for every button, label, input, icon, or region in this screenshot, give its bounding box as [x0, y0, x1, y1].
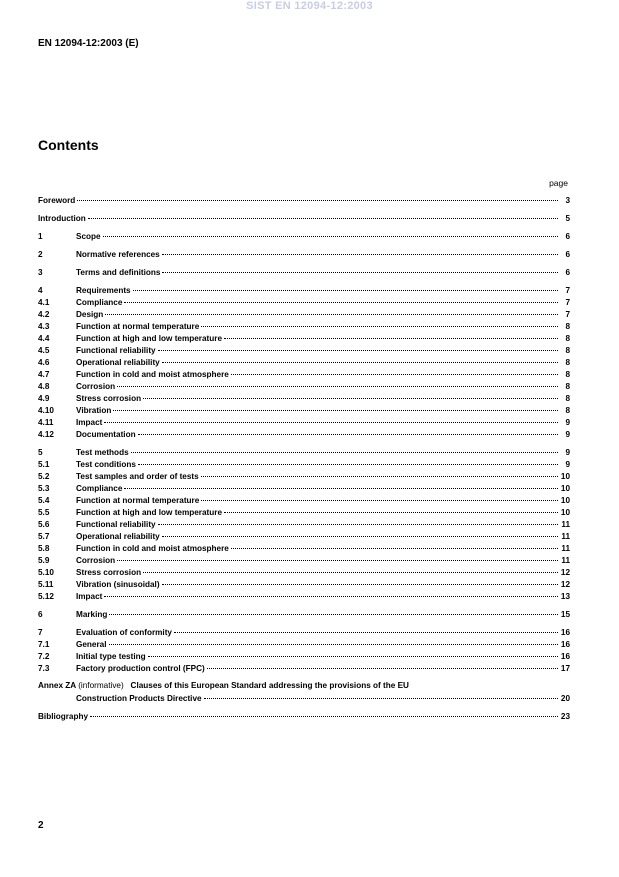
toc-entry-page: 9	[565, 430, 570, 439]
leader-dots	[133, 282, 558, 291]
leader-dots	[143, 390, 558, 399]
leader-dots	[231, 540, 558, 549]
toc-entry-page: 13	[560, 592, 570, 601]
leader-dots	[201, 492, 558, 501]
toc-entry-title: Test samples and order of tests	[76, 472, 199, 481]
toc-entry-number: 4.1	[38, 298, 50, 307]
leader-dots	[117, 378, 558, 387]
toc-entry-number: 5.11	[38, 580, 54, 589]
leader-dots	[131, 444, 558, 453]
toc-entry-page: 11	[561, 544, 570, 553]
toc-entry-page: 3	[565, 196, 570, 205]
toc-entry-title: Functional reliability	[76, 346, 156, 355]
toc-entry-title: Documentation	[76, 430, 136, 439]
toc-entry-page: 8	[565, 370, 570, 379]
toc-entry-page: 11	[561, 532, 570, 541]
toc-entry-title: Function in cold and moist atmosphere	[76, 544, 229, 553]
toc-entry-number: 4.11	[38, 418, 54, 427]
toc-entry-number: 3	[38, 268, 43, 277]
leader-dots	[113, 402, 558, 411]
toc-entry-number: 7.2	[38, 652, 50, 661]
toc-entry-page: 8	[565, 394, 570, 403]
leader-dots	[90, 708, 558, 717]
toc-entry-page: 7	[565, 310, 570, 319]
toc-entry-page: 8	[565, 358, 570, 367]
toc-entry-number: 5	[38, 448, 43, 457]
toc-entry-title: Function at normal temperature	[76, 322, 200, 331]
toc-entry-page: 16	[560, 628, 570, 637]
toc-entry-number: 5.8	[38, 544, 50, 553]
toc-entry[interactable]	[38, 428, 570, 440]
table-of-contents	[38, 194, 570, 722]
toc-entry-number: 4.12	[38, 430, 54, 439]
toc-entry-title: Test methods	[76, 448, 129, 457]
toc-entry[interactable]	[38, 230, 570, 242]
annex-note: (informative)	[78, 681, 124, 690]
toc-entry-page: 11	[561, 520, 570, 529]
toc-entry[interactable]	[38, 266, 570, 278]
toc-entry-title: Corrosion	[76, 382, 116, 391]
leader-dots	[77, 192, 558, 201]
toc-entry-number: 5.2	[38, 472, 50, 481]
leader-dots	[224, 330, 558, 339]
leader-dots	[204, 690, 558, 699]
leader-dots	[138, 456, 558, 465]
toc-entry-page: 6	[565, 250, 570, 259]
leader-dots	[201, 468, 558, 477]
toc-entry-title: General	[76, 640, 107, 649]
toc-entry-number: 4.5	[38, 346, 50, 355]
toc-entry-number: 4.8	[38, 382, 50, 391]
watermark: SIST EN 12094-12:2003	[246, 0, 373, 12]
toc-bibliography-entry[interactable]	[38, 710, 570, 722]
leader-dots	[158, 516, 558, 525]
toc-entry-title: Functional reliability	[76, 520, 156, 529]
leader-dots	[109, 636, 559, 645]
toc-entry-number: 5.3	[38, 484, 50, 493]
toc-entry-number: 6	[38, 610, 43, 619]
toc-entry-page: 9	[565, 418, 570, 427]
leader-dots	[104, 414, 558, 423]
toc-entry-page: 9	[565, 460, 570, 469]
annex-title-line1: Clauses of this European Standard addressing the provisions of the EU	[130, 681, 409, 690]
leader-dots	[162, 576, 558, 585]
toc-entry-number: 5.7	[38, 532, 50, 541]
toc-entry-number: 4.4	[38, 334, 50, 343]
toc-entry-number: 5.5	[38, 508, 50, 517]
page-title: Contents	[38, 137, 99, 153]
toc-entry-title: Function in cold and moist atmosphere	[76, 370, 229, 379]
toc-entry-page: 17	[560, 664, 570, 673]
toc-entry-page: 6	[565, 268, 570, 277]
toc-entry-title: Evaluation of conformity	[76, 628, 172, 637]
toc-entry-title: Compliance	[76, 484, 123, 493]
leader-dots	[201, 318, 558, 327]
toc-entry-number: 5.1	[38, 460, 50, 469]
toc-entry[interactable]	[38, 212, 570, 224]
leader-dots	[117, 552, 558, 561]
leader-dots	[138, 426, 558, 435]
toc-entry-title: Compliance	[76, 298, 123, 307]
annex-label: Annex ZA	[38, 681, 76, 690]
toc-entry-page: 7	[565, 286, 570, 295]
toc-entry[interactable]	[38, 194, 570, 206]
leader-dots	[224, 504, 558, 513]
leader-dots	[162, 246, 558, 255]
toc-entry-title: Marking	[76, 610, 108, 619]
leader-dots	[207, 660, 558, 669]
page-column-label: page	[549, 178, 568, 188]
toc-entry-page: 8	[565, 382, 570, 391]
toc-entry-number: 4.6	[38, 358, 50, 367]
toc-entry-page: 8	[565, 346, 570, 355]
document-id: EN 12094-12:2003 (E)	[38, 38, 139, 49]
toc-entry-page: 10	[560, 508, 570, 517]
toc-entry-title: Initial type testing	[76, 652, 146, 661]
toc-entry-page: 10	[560, 472, 570, 481]
toc-entry-title: Operational reliability	[76, 358, 160, 367]
toc-entry-page: 8	[565, 322, 570, 331]
toc-entry-title: Operational reliability	[76, 532, 160, 541]
toc-entry-title: Function at high and low temperature	[76, 508, 223, 517]
toc-entry-page: 16	[560, 652, 570, 661]
toc-entry-page: 10	[560, 484, 570, 493]
toc-entry-number: 5.10	[38, 568, 54, 577]
toc-entry-title: Terms and definitions	[76, 268, 161, 277]
annex-page: 20	[560, 694, 570, 703]
leader-dots	[162, 264, 558, 273]
toc-entry-number: 4.10	[38, 406, 54, 415]
toc-entry-title: Factory production control (FPC)	[76, 664, 205, 673]
toc-entry-title: Stress corrosion	[76, 568, 142, 577]
leader-dots	[103, 228, 558, 237]
toc-entry-page: 12	[560, 580, 570, 589]
leader-dots	[158, 342, 558, 351]
toc-entry-number: 1	[38, 232, 43, 241]
toc-entry-page: 5	[565, 214, 570, 223]
leader-dots	[109, 606, 558, 615]
toc-entry-page: 9	[565, 448, 570, 457]
toc-entry-number: 4.3	[38, 322, 50, 331]
toc-entry-title: Vibration	[76, 406, 112, 415]
leader-dots	[88, 210, 558, 219]
toc-entry-page: 16	[560, 640, 570, 649]
toc-entry-title: Vibration (sinusoidal)	[76, 580, 160, 589]
toc-entry-page: 6	[565, 232, 570, 241]
toc-entry-number: 4	[38, 286, 43, 295]
toc-entry-title: Requirements	[76, 286, 131, 295]
toc-entry[interactable]	[38, 590, 570, 602]
leader-dots	[143, 564, 558, 573]
toc-entry-number: 5.9	[38, 556, 50, 565]
toc-entry-page: 10	[560, 496, 570, 505]
leader-dots	[162, 354, 558, 363]
toc-entry[interactable]	[38, 608, 570, 620]
toc-entry-number: 2	[38, 250, 43, 259]
toc-entry-title: Impact	[76, 418, 103, 427]
toc-entry[interactable]	[38, 662, 570, 674]
toc-entry-title: Foreword	[38, 196, 76, 205]
toc-entry-number: 7.3	[38, 664, 50, 673]
toc-entry-page: 7	[565, 298, 570, 307]
toc-entry-title: Function at high and low temperature	[76, 334, 223, 343]
toc-entry-title: Scope	[76, 232, 101, 241]
leader-dots	[104, 588, 558, 597]
toc-entry-title: Normative references	[76, 250, 160, 259]
annex-title-line2: Construction Products Directive	[76, 694, 202, 703]
page-number: 2	[38, 820, 44, 831]
bibliography-page: 23	[560, 712, 570, 721]
toc-entry-number: 7	[38, 628, 43, 637]
toc-entry-title: Design	[76, 310, 104, 319]
leader-dots	[162, 528, 558, 537]
toc-entry-page: 15	[560, 610, 570, 619]
toc-entry-number: 5.6	[38, 520, 50, 529]
toc-entry-number: 7.1	[38, 640, 50, 649]
toc-entry-number: 5.4	[38, 496, 50, 505]
toc-entry-number: 4.7	[38, 370, 50, 379]
bibliography-title: Bibliography	[38, 712, 89, 721]
toc-annex-continuation[interactable]	[38, 692, 570, 704]
leader-dots	[148, 648, 558, 657]
toc-entry-page: 11	[561, 556, 570, 565]
leader-dots	[124, 294, 558, 303]
toc-entry-title: Corrosion	[76, 556, 116, 565]
toc-entry-page: 8	[565, 406, 570, 415]
leader-dots	[105, 306, 558, 315]
toc-entry[interactable]	[38, 248, 570, 260]
toc-entry-title: Test conditions	[76, 460, 136, 469]
leader-dots	[231, 366, 558, 375]
toc-entry-title: Impact	[76, 592, 103, 601]
toc-entry-number: 4.2	[38, 310, 50, 319]
toc-entry-page: 8	[565, 334, 570, 343]
leader-dots	[124, 480, 558, 489]
toc-entry-title: Stress corrosion	[76, 394, 142, 403]
toc-entry-page: 12	[560, 568, 570, 577]
toc-entry-title: Function at normal temperature	[76, 496, 200, 505]
toc-entry-title: Introduction	[38, 214, 86, 223]
leader-dots	[174, 624, 558, 633]
toc-entry-number: 4.9	[38, 394, 50, 403]
toc-entry-number: 5.12	[38, 592, 54, 601]
